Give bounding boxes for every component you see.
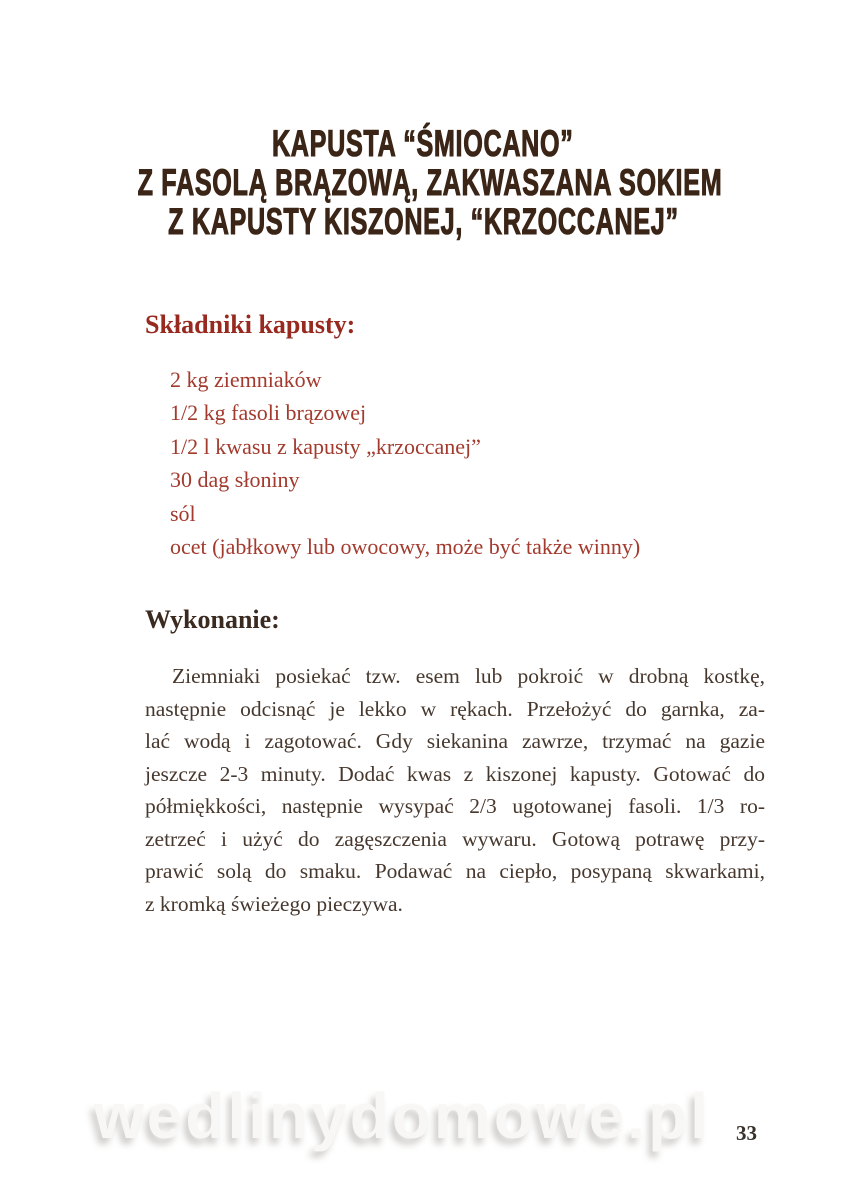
- ingredient-item: 1/2 kg fasoli brązowej: [170, 400, 367, 426]
- ingredient-item: 2 kg ziemniaków: [170, 367, 322, 392]
- preparation-line: z kromką świeżego pieczywa.: [145, 891, 403, 916]
- recipe-title: [0, 124, 846, 241]
- ingredients-list: [170, 363, 640, 563]
- preparation-line: następnie odcisnąć je lekko w rękach. Przełożyć do garnka, za-: [145, 696, 765, 721]
- recipe-title-line-3-text: Z KAPUSTY KISZONEJ, “KRZOCCANEJ”: [167, 201, 679, 242]
- recipe-title-line-3: [0, 202, 846, 241]
- preparation-heading: Wykonanie:: [145, 605, 280, 634]
- preparation-line: lać wodą i zagotować. Gdy siekanina zawrze, trzymać na gazie: [145, 729, 765, 753]
- preparation-line: prawić solą do smaku. Podawać na ciepło, posypaną skwarkami,: [145, 859, 765, 883]
- preparation-line: zetrzeć i użyć do zagęszczenia wywaru. Gotową potrawę przy-: [145, 826, 765, 851]
- preparation-line: półmiękkości, następnie wysypać 2/3 ugotowanej fasoli. 1/3 ro-: [145, 794, 765, 818]
- recipe-title-line-1-text: KAPUSTA “ŚMIOCANO”: [272, 123, 574, 164]
- preparation-line: jeszcze 2-3 minuty. Dodać kwas z kiszonej kapusty. Gotować do: [145, 761, 765, 786]
- ingredient-item: ocet (jabłkowy lub owocowy, może być także winny): [170, 534, 641, 560]
- ingredient-item: 30 dag słoniny: [170, 467, 300, 493]
- page-number: 33: [736, 1121, 757, 1145]
- watermark: wedlinydomowe.pl: [94, 1080, 711, 1152]
- recipe-title-line-2: [0, 163, 846, 202]
- recipe-title-line-1: [0, 124, 846, 163]
- preparation-line: Ziemniaki posiekać tzw. esem lub pokroić w drobną kostkę,: [172, 664, 765, 688]
- ingredients-heading: Składniki kapusty:: [145, 310, 356, 339]
- preparation-paragraph: [145, 660, 765, 920]
- ingredient-item: sól: [170, 500, 196, 526]
- recipe-title-line-2-text: Z FASOLĄ BRĄZOWĄ, ZAKWASZANA SOKIEM: [137, 162, 723, 203]
- ingredient-item: 1/2 l kwasu z kapusty „krzoccanej”: [170, 433, 481, 459]
